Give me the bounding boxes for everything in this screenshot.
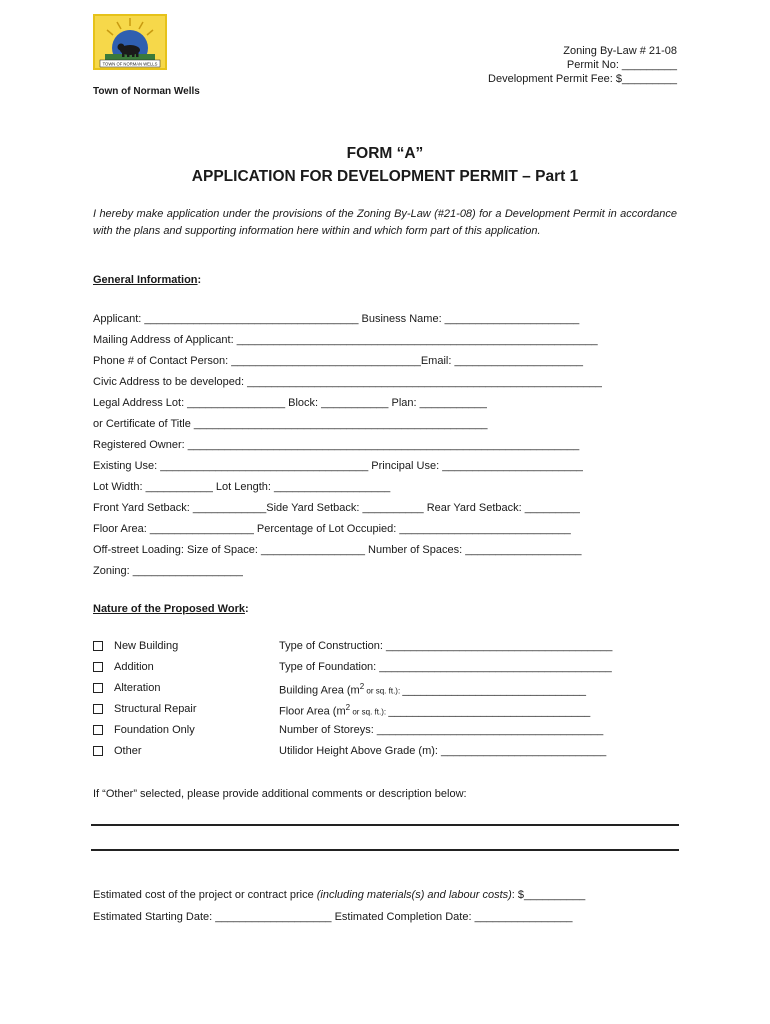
floor-area-detail-field[interactable]: Floor Area ($m^2$ or sq. ft.): _________________________________ <box>279 703 591 718</box>
checkbox[interactable] <box>93 662 103 672</box>
permit-fee: Development Permit Fee: $_________ <box>488 73 677 85</box>
option-label: New Building <box>114 640 179 652</box>
zoning-field[interactable]: Zoning: __________________ <box>93 565 243 577</box>
setback-field[interactable]: Front Yard Setback: ____________Side Yard Setback: __________ Rear Yard Setback: _________ <box>93 502 580 514</box>
intro-paragraph: I hereby make application under the provisions of the Zoning By-Law (#21-08) for a Development Permit in accordance with the plans and supporting information here within and which form part of this application. <box>93 208 677 237</box>
comments-prompt: If “Other” selected, please provide additional comments or description below: <box>93 788 467 800</box>
permit-number: Permit No: _________ <box>566 59 677 71</box>
applicant-field[interactable]: Applicant: ___________________________________ Business Name: ______________________ <box>93 313 580 325</box>
bylaw-number: Zoning By-Law # 21-08 <box>563 45 677 57</box>
option-label: Addition <box>114 661 154 673</box>
option-label: Other <box>114 745 142 757</box>
certificate-of-title-field[interactable]: or Certificate of Title ________________________________________________ <box>93 418 488 430</box>
existing-use-field[interactable]: Existing Use: __________________________________ Principal Use: _______________________ <box>93 460 583 472</box>
proposed-work-heading: Nature of the Proposed Work: <box>93 603 249 615</box>
legal-address-field[interactable]: Legal Address Lot: ________________ Block: ___________ Plan: ___________ <box>93 397 487 409</box>
registered-owner-field[interactable]: Registered Owner: ________________________________________________________________ <box>93 439 580 451</box>
floor-area-field[interactable]: Floor Area: _________________ Percentage of Lot Occupied: ____________________________ <box>93 523 571 535</box>
option-label: Foundation Only <box>114 724 195 736</box>
option-label: Structural Repair <box>114 703 197 715</box>
type-of-construction-field[interactable]: Type of Construction: _____________________________________ <box>279 640 613 652</box>
phone-email-field[interactable]: Phone # of Contact Person: _______________________________Email: _____________________ <box>93 355 583 367</box>
checkbox[interactable] <box>93 683 103 693</box>
utilidor-height-field[interactable]: Utilidor Height Above Grade (m): ___________________________ <box>279 745 607 757</box>
option-label: Alteration <box>114 682 161 694</box>
general-information-heading: General Information: <box>93 274 202 286</box>
town-logo <box>93 14 167 70</box>
form-subtitle: APPLICATION FOR DEVELOPMENT PERMIT – Part 1 <box>191 168 579 185</box>
checkbox[interactable] <box>93 704 103 714</box>
checkbox[interactable] <box>93 746 103 756</box>
lot-dimensions-field[interactable]: Lot Width: ___________ Lot Length: ___________________ <box>93 481 391 493</box>
estimated-dates-field[interactable]: Estimated Starting Date: ___________________ Estimated Completion Date: ________________ <box>93 911 573 923</box>
number-of-storeys-field[interactable]: Number of Storeys: _____________________________________ <box>279 724 604 736</box>
town-name: Town of Norman Wells <box>93 86 200 97</box>
checkbox[interactable] <box>93 725 103 735</box>
comment-line[interactable] <box>91 849 679 851</box>
estimated-cost-field[interactable]: Estimated cost of the project or contract price (including materials(s) and labour costs): $__________ <box>93 889 586 901</box>
mailing-address-field[interactable]: Mailing Address of Applicant: ___________________________________________________________ <box>93 334 598 346</box>
permit-reference <box>488 44 677 86</box>
checkbox[interactable] <box>93 641 103 651</box>
building-area-field[interactable]: Building Area ($m^2$ or sq. ft.): ______________________________ <box>279 682 586 697</box>
civic-address-field[interactable]: Civic Address to be developed: __________________________________________________________ <box>93 376 602 388</box>
off-street-loading-field[interactable]: Off-street Loading: Size of Space: _________________ Number of Spaces: ___________________ <box>93 544 582 556</box>
logo-text: TOWN OF NORMAN WELLS <box>102 61 158 67</box>
form-title: FORM “A” <box>346 145 424 162</box>
type-of-foundation-field[interactable]: Type of Foundation: ______________________________________ <box>279 661 612 673</box>
comment-line[interactable] <box>91 824 679 826</box>
